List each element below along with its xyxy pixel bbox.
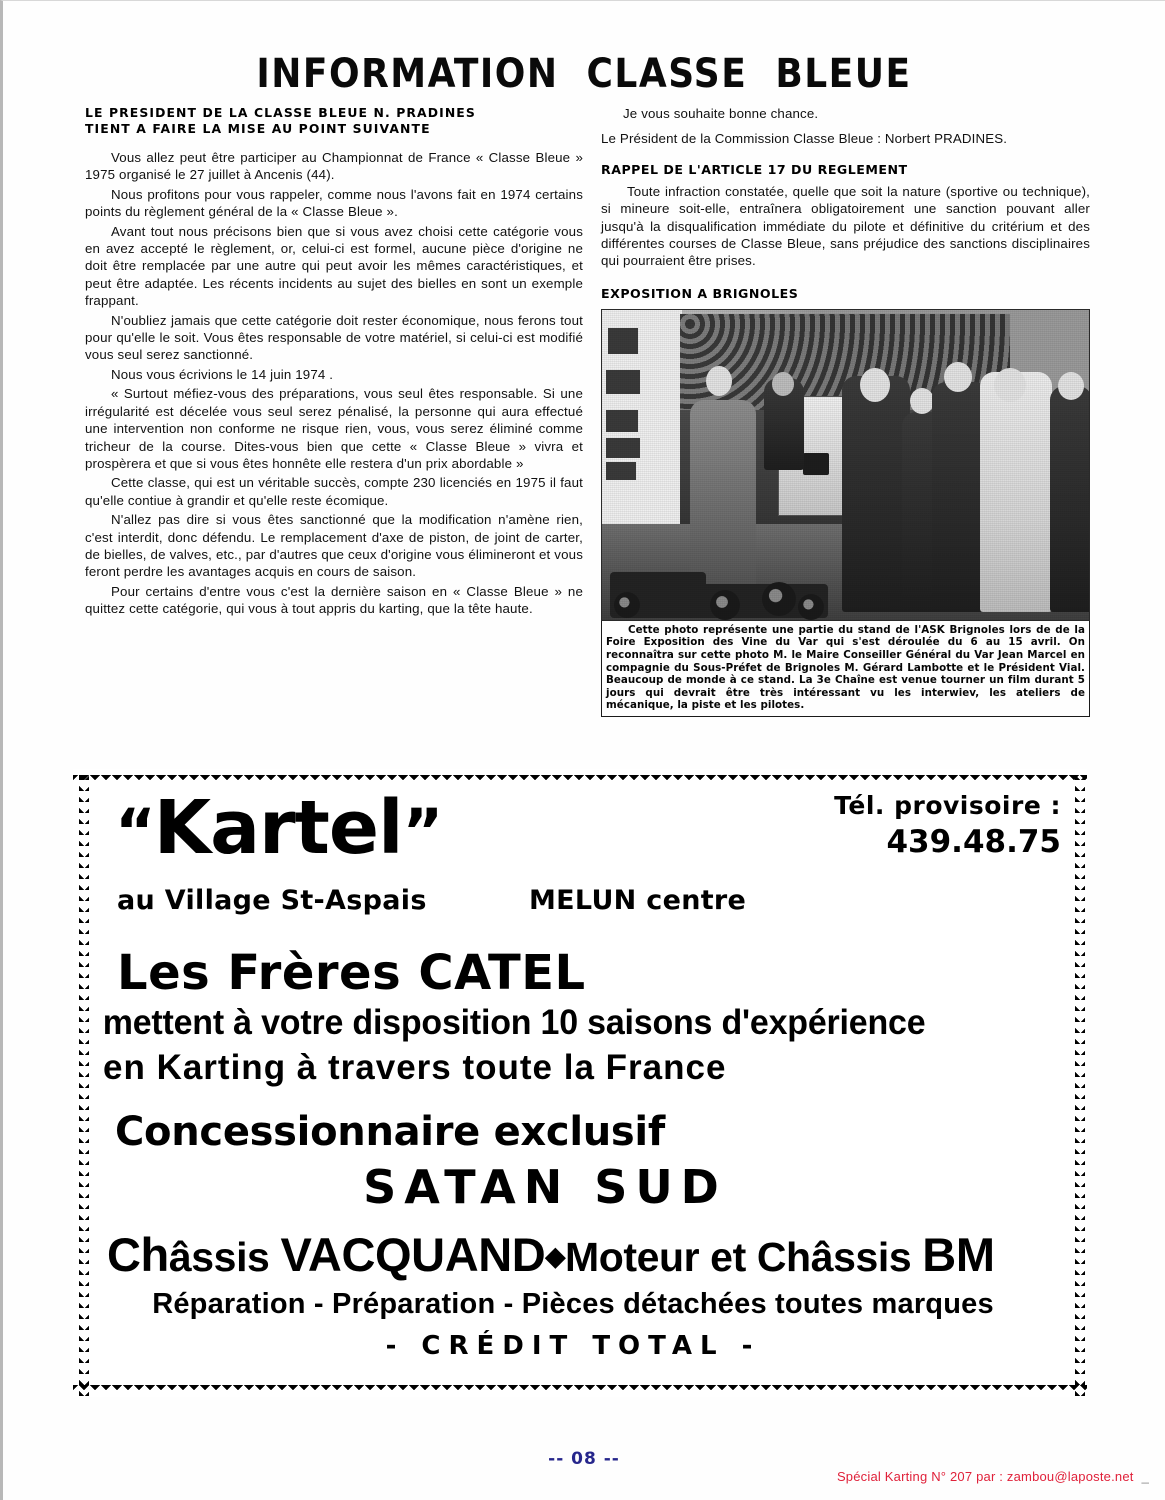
chassis-chassis: Châssis [756, 1234, 923, 1280]
ad-line-reparation: Réparation - Préparation - Pièces détachées toutes marques [152, 1288, 994, 1320]
article-17-heading: RAPPEL DE L'ARTICLE 17 DU REGLEMENT [601, 161, 908, 177]
masthead-word-bleue: BLEUE [775, 51, 912, 97]
chassis-moteur-et: Moteur et [564, 1234, 757, 1280]
page-number: -- 08 -- [548, 1449, 620, 1469]
photo-caption-text: Cette photo représente une partie du stand de l'ASK Brignoles lors de de la Foire Exposition des Vine du Var qui s'est déroulée du 6 au 15 avril. On reconnaîtra sur cette photo M. le Maire Conseiller Général du Var Jean Marcel en compagnie du Sous-Préfet de Brignoles M. Gérard Lambotte et le Président Vial. Beaucoup de monde à ce stand. La 3e Chaîne est venue tourner un film durant 5 jours qui devrait être très intéressant vu les interwiev, les ateliers de mécanique, la piste et les pilotes. [606, 623, 1085, 712]
ad-content [93, 787, 1067, 1379]
left-paragraph-2: Nous profitons pour vous rappeler, comme nous l'avons fait en 1974 certains points du règlement général de la « Classe Bleue ». [85, 186, 583, 220]
left-paragraph-9: Pour certains d'entre vous c'est la dernière saison en « Classe Bleue » ne quittez cette catégorie, qui vous à tout appris du karting, que la tête haute. [85, 583, 583, 617]
ad-line-freres-catel: Les Frères CATEL [117, 945, 586, 1001]
subhead-line-2: TIENT A FAIRE LA MISE AU POINT SUIVANTE [85, 121, 431, 136]
masthead-word-classe: CLASSE [586, 51, 748, 97]
ad-line-chassis [93, 1229, 1067, 1283]
left-column-subhead [85, 105, 583, 137]
article-17-text: Toute infraction constatée, quelle que soit la nature (sportive ou technique), si mineure soit-elle, entraînera obligatoirement une sanction pouvant aller jusqu'à la disqualification immédiate du pilote et définitive du critérium et des différentes courses de Classe Bleue, sans préjudice des sanctions disciplinaires qui pourraient être prises. [601, 183, 1090, 269]
left-paragraph-1: Vous allez peut être participer au Championnat de France « Classe Bleue » 1975 organisé le 27 juillet à Ancenis (44). [85, 150, 583, 183]
masthead-word-information: INFORMATION [256, 51, 559, 97]
ad-border-bottom [73, 1381, 1087, 1395]
tel-number[interactable]: 439.48.75 [886, 824, 1061, 860]
article-columns [85, 105, 1090, 765]
page-masthead [3, 51, 1165, 97]
signature-line: Le Président de la Commission Classe Bleue : Norbert PRADINES. [601, 131, 1008, 147]
brand-close-quote: ” [402, 795, 442, 868]
brand-text: Kartel [153, 785, 403, 871]
credit-text: Spécial Karting N° 207 par : zambou@laposte.net [836, 1469, 1134, 1484]
ad-line-mettent: mettent à votre disposition 10 saisons d'expérience [102, 1003, 926, 1042]
ad-line-satan-sud: SATAN SUD [363, 1160, 727, 1214]
ad-telephone-block [834, 791, 1061, 860]
photo-figure [601, 309, 1090, 717]
ad-brand-row [93, 787, 1067, 885]
ad-border-left [75, 769, 89, 1397]
left-paragraph-5: Nous vous écrivions le 14 juin 1974 . [111, 366, 334, 382]
closing-wish: Je vous souhaite bonne chance. [623, 106, 819, 121]
exposition-photo [601, 309, 1090, 621]
brand-open-quote: “ [115, 795, 154, 868]
diamond-icon: ◆ [545, 1241, 565, 1271]
ad-line-karting-france: en Karting à travers toute la France [103, 1048, 727, 1087]
ad-brand-name [115, 783, 441, 877]
credit-tail: _ [1141, 1469, 1149, 1484]
ad-address-city: MELUN centre [529, 885, 747, 916]
left-paragraph-3: Avant tout nous précisons bien que si vous avez choisi cette catégorie vous en avez accepté le règlement, or, celui-ci est formel, aucune pièce d'origine ne doit être remplacée par une autre qui peut avoir les mêmes caractéristiques, et peut être adaptée. Les récents incidents au sujet des bielles en sont un exemple frappant. [85, 223, 583, 309]
chassis-c: Ch [107, 1228, 169, 1281]
chassis-hassis: âssis [168, 1234, 281, 1280]
left-paragraph-8: N'allez pas dire si vous êtes sanctionné que la modification n'amène rien, c'est interdit, donc défendu. Le remplacement d'axe de piston, de joint de carter, de bielles, de valves, etc., par d'autres que ceux d'origine vous élimineront et vous feront perdre les avantages acquis en cours de saison. [85, 512, 583, 580]
scan-credit-line [837, 1469, 1149, 1484]
advertisement-kartel[interactable] [73, 769, 1087, 1397]
photo-caption [601, 621, 1090, 717]
article-left-column [85, 105, 583, 620]
tel-label: Tél. provisoire : [834, 791, 1061, 820]
subhead-line-1: LE PRESIDENT DE LA CLASSE BLEUE N. PRADINES [85, 105, 476, 120]
ad-border-right [1071, 769, 1085, 1397]
left-paragraph-4: N'oubliez jamais que cette catégorie doit rester économique, nous ferons tout pour qu'elle le soit. Vous êtes responsable de votre matériel, si celui-ci est modifié vous seul serez sanctionné. [85, 312, 583, 363]
left-paragraph-7: Cette classe, qui est un véritable succès, compte 230 licenciés en 1975 il faut qu'elle contiue à grandir et qu'elle reste écomique. [85, 475, 583, 508]
ad-line-credit-total: - CRÉDIT TOTAL - [385, 1331, 761, 1361]
ad-address-street: au Village St-Aspais [117, 885, 427, 916]
ad-line-concessionnaire: Concessionnaire exclusif [115, 1109, 665, 1155]
chassis-vacquand: VACQUAND [280, 1228, 546, 1281]
chassis-bm: BM [922, 1228, 995, 1281]
left-paragraph-6: « Surtout méfiez-vous des préparations, vous seul êtes responsable. Si une irrégularité est décelée vous seul serez pénalisé, la personne qui aura effectué une intervention non conforme ne risque rien, vous, vous serez éliminé comme tricheur de la course. Dites-vous bien que cette « Classe Bleue » vivra et prospèrera et que si vous êtes honnête elle restera d'un prix abordable » [85, 386, 583, 471]
photo-heading: EXPOSITION A BRIGNOLES [601, 285, 799, 301]
article-right-column [601, 105, 1090, 717]
ad-address-row [93, 885, 1067, 931]
